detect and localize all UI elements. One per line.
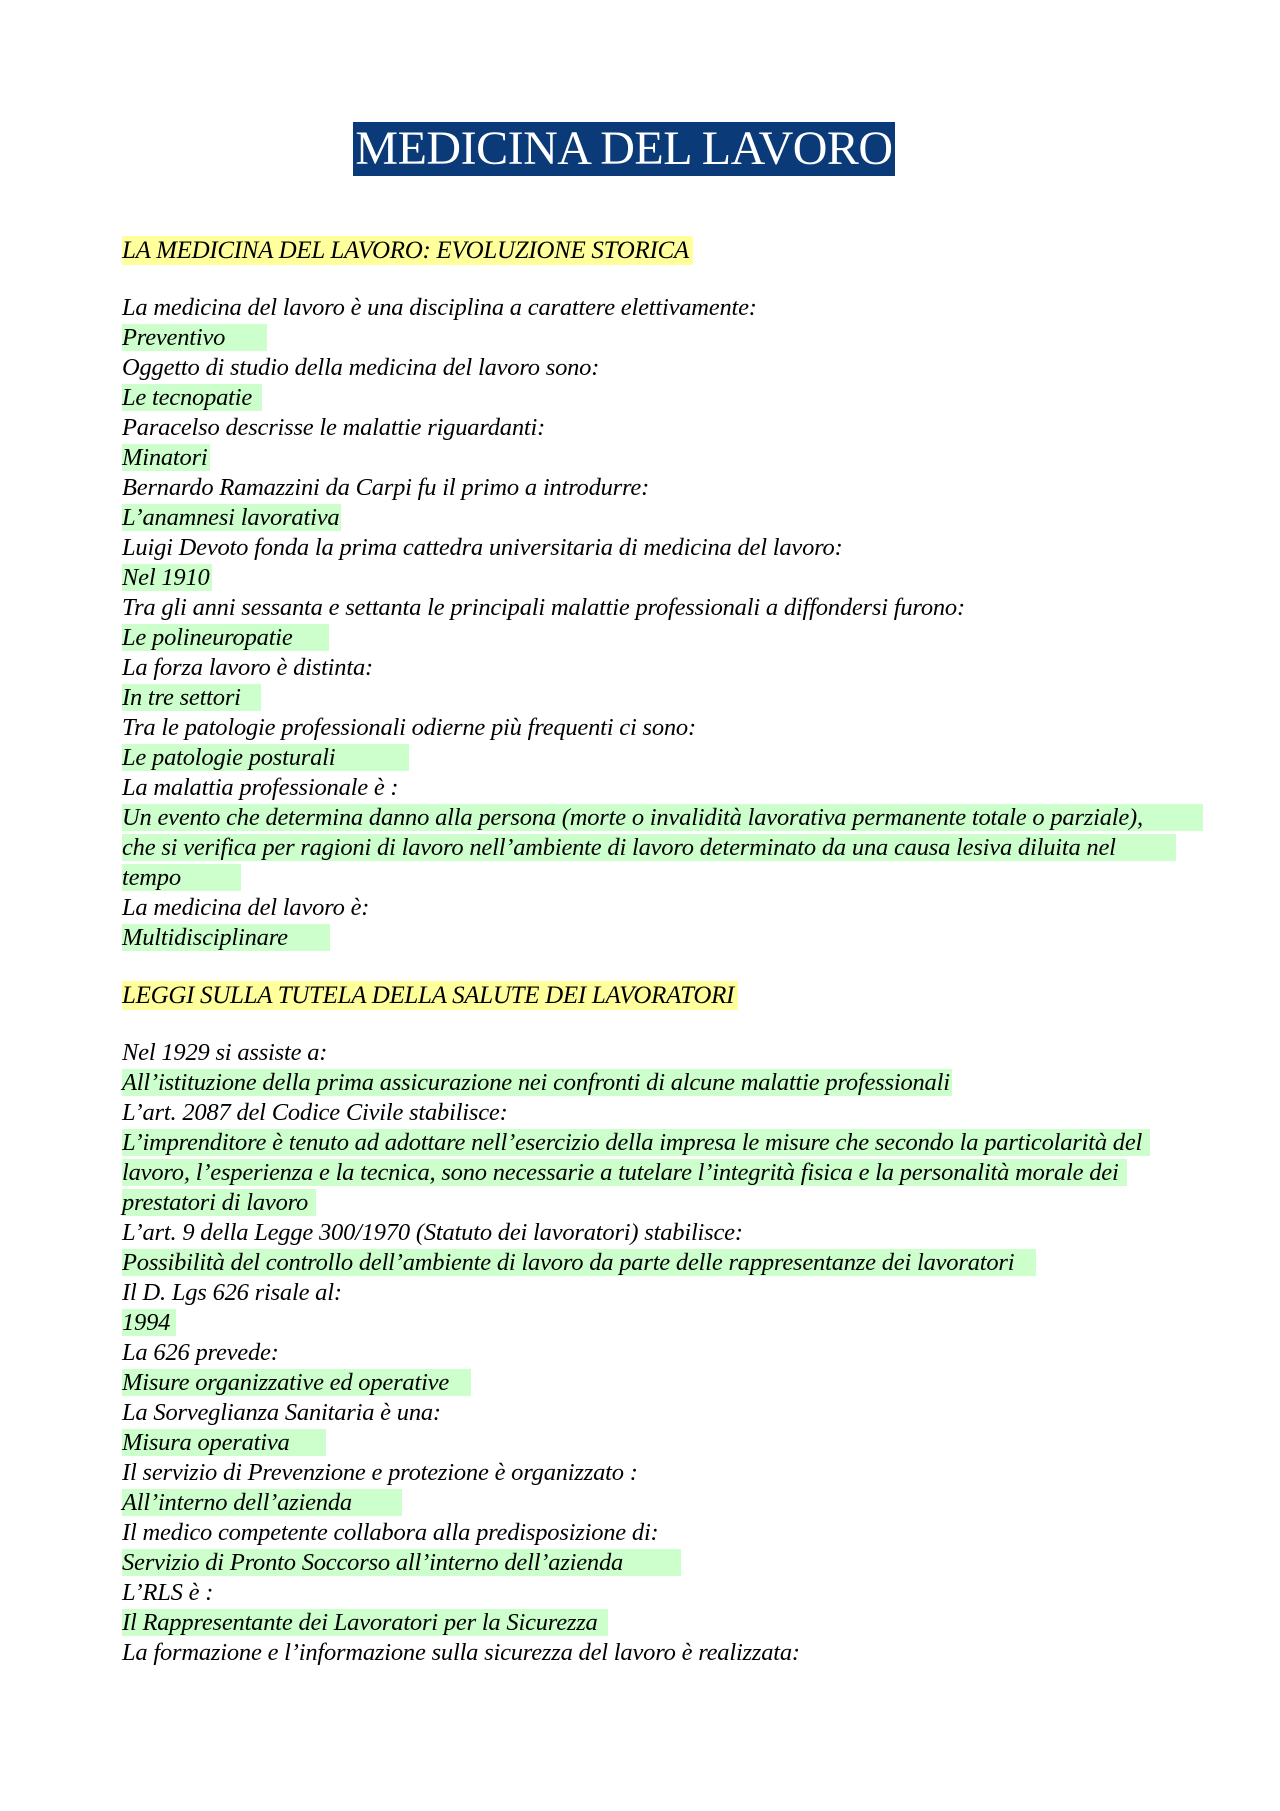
question: La medicina del lavoro è: <box>122 894 370 921</box>
answer-highlight: Le polineuropatie <box>122 624 329 651</box>
document-title: MEDICINA DEL LAVORO <box>355 122 893 175</box>
question: La medicina del lavoro è una disciplina a carattere elettivamente: <box>122 294 757 321</box>
answer <box>122 443 1160 473</box>
question: La forza lavoro è distinta: <box>122 654 373 681</box>
answer-highlight: Un evento che determina danno alla persona (morte o invalidità lavorativa permanente totale o parziale), che si verifica per ragioni di lavoro nell’ambiente di lavoro determinato da una causa lesiva diluita nel tempo <box>122 804 1203 891</box>
answer-highlight: Misura operativa <box>122 1429 326 1456</box>
answer <box>122 683 1160 713</box>
answer <box>122 1128 1160 1218</box>
section-heading: LEGGI SULLA TUTELA DELLA SALUTE DEI LAVORATORI <box>122 981 738 1010</box>
answer-highlight: Le tecnopatie <box>122 384 262 411</box>
answer-highlight: Multidisciplinare <box>122 924 330 951</box>
question: Tra gli anni sessanta e settanta le principali malattie professionali a diffondersi furono: <box>122 594 965 621</box>
section-2 <box>122 981 1160 1010</box>
answer <box>122 803 1160 893</box>
answer-highlight: Nel 1910 <box>122 564 210 591</box>
answer <box>122 1428 1160 1458</box>
answer <box>122 1308 1160 1338</box>
question: Il medico competente collabora alla predisposizione di: <box>122 1519 659 1546</box>
answer <box>122 923 1160 953</box>
answer-highlight: All’interno dell’azienda <box>122 1489 402 1516</box>
question: Oggetto di studio della medicina del lavoro sono: <box>122 354 600 381</box>
question: La malattia professionale è : <box>122 774 399 801</box>
question: L’RLS è : <box>122 1579 214 1606</box>
answer <box>122 563 1160 593</box>
answer-highlight: 1994 <box>122 1309 176 1336</box>
answer <box>122 1248 1160 1278</box>
qa-list-1 <box>122 293 1160 953</box>
answer <box>122 1608 1160 1638</box>
question: La 626 prevede: <box>122 1339 279 1366</box>
question: Luigi Devoto fonda la prima cattedra universitaria di medicina del lavoro: <box>122 534 843 561</box>
answer <box>122 1488 1160 1518</box>
question: Il D. Lgs 626 risale al: <box>122 1279 342 1306</box>
answer <box>122 623 1160 653</box>
answer <box>122 323 1160 353</box>
question: Il servizio di Prevenzione e protezione è organizzato : <box>122 1459 638 1486</box>
answer <box>122 1548 1160 1578</box>
answer-highlight: Le patologie posturali <box>122 744 409 771</box>
section-1 <box>122 236 1160 265</box>
answer <box>122 743 1160 773</box>
answer <box>122 1368 1160 1398</box>
answer <box>122 503 1160 533</box>
answer <box>122 383 1160 413</box>
title-wrap <box>88 0 1160 176</box>
answer-highlight: L’imprenditore è tenuto ad adottare nell’esercizio della impresa le misure che secondo la particolarità del lavoro, l’esperienza e la tecnica, sono necessarie a tutelare l’integrità fisica e la personalità morale dei prestatori di lavoro <box>122 1129 1150 1216</box>
question: Nel 1929 si assiste a: <box>122 1039 328 1066</box>
answer-highlight: Possibilità del controllo dell’ambiente di lavoro da parte delle rappresentanze dei lavoratori <box>122 1249 1036 1276</box>
question: Paracelso descrisse le malattie riguardanti: <box>122 414 546 441</box>
question: La Sorveglianza Sanitaria è una: <box>122 1399 441 1426</box>
answer <box>122 1068 1160 1098</box>
answer-highlight: Misure organizzative ed operative <box>122 1369 471 1396</box>
answer-highlight: Minatori <box>122 444 208 471</box>
answer-highlight: Servizio di Pronto Soccorso all’interno dell’azienda <box>122 1549 681 1576</box>
qa-list-2 <box>122 1038 1160 1668</box>
question: L’art. 9 della Legge 300/1970 (Statuto dei lavoratori) stabilisce: <box>122 1219 743 1246</box>
question: La formazione e l’informazione sulla sicurezza del lavoro è realizzata: <box>122 1639 800 1666</box>
question: L’art. 2087 del Codice Civile stabilisce: <box>122 1099 508 1126</box>
question: Bernardo Ramazzini da Carpi fu il primo a introdurre: <box>122 474 650 501</box>
section-heading: LA MEDICINA DEL LAVORO: EVOLUZIONE STORICA <box>122 236 693 265</box>
answer-highlight: All’istituzione della prima assicurazione nei confronti di alcune malattie professionali <box>122 1069 950 1096</box>
answer-highlight: In tre settori <box>122 684 261 711</box>
answer-highlight: Il Rappresentante dei Lavoratori per la Sicurezza <box>122 1609 608 1636</box>
answer-highlight: L’anamnesi lavorativa <box>122 504 340 531</box>
answer-highlight: Preventivo <box>122 324 267 351</box>
question: Tra le patologie professionali odierne più frequenti ci sono: <box>122 714 696 741</box>
